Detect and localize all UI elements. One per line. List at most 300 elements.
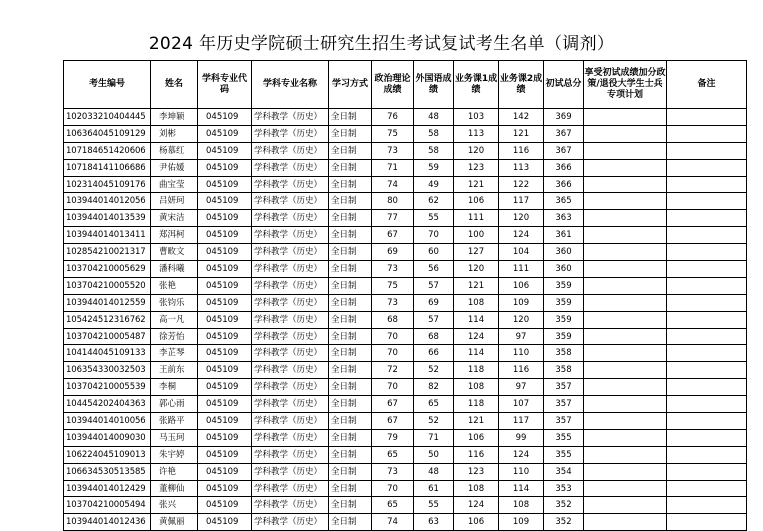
cell-foreign-language: 63: [414, 514, 454, 531]
cell-major-code: 045109: [198, 294, 252, 311]
cell-study-mode: 全日制: [329, 261, 372, 278]
header-politics: 政治理论成绩: [372, 61, 414, 109]
cell-major-code: 045109: [198, 396, 252, 413]
cell-name: 董柳仙: [151, 480, 198, 497]
cell-study-mode: 全日制: [329, 109, 372, 126]
cell-remarks: [667, 480, 747, 497]
cell-name: 许艳: [151, 463, 198, 480]
cell-study-mode: 全日制: [329, 227, 372, 244]
cell-foreign-language: 56: [414, 261, 454, 278]
cell-remarks: [667, 193, 747, 210]
cell-course-2: 110: [499, 463, 544, 480]
cell-exam-id: 107184141106686: [64, 159, 151, 176]
cell-major-name: 学科教学（历史）: [252, 497, 329, 514]
cell-major-code: 045109: [198, 277, 252, 294]
cell-foreign-language: 52: [414, 413, 454, 430]
cell-course-2: 122: [499, 176, 544, 193]
cell-total: 353: [544, 480, 584, 497]
table-row: [64, 142, 747, 159]
cell-course-2: 113: [499, 159, 544, 176]
cell-policy: [584, 429, 667, 446]
table-row: [64, 261, 747, 278]
cell-remarks: [667, 176, 747, 193]
cell-policy: [584, 210, 667, 227]
cell-major-code: 045109: [198, 125, 252, 142]
cell-course-2: 104: [499, 244, 544, 261]
cell-major-code: 045109: [198, 446, 252, 463]
cell-policy: [584, 446, 667, 463]
cell-exam-id: 103944014013411: [64, 227, 151, 244]
cell-study-mode: 全日制: [329, 193, 372, 210]
cell-total: 358: [544, 362, 584, 379]
cell-total: 358: [544, 345, 584, 362]
cell-policy: [584, 142, 667, 159]
cell-remarks: [667, 125, 747, 142]
cell-major-code: 045109: [198, 328, 252, 345]
cell-exam-id: 103944014012056: [64, 193, 151, 210]
cell-politics: 70: [372, 328, 414, 345]
cell-major-code: 045109: [198, 497, 252, 514]
cell-major-name: 学科教学（历史）: [252, 109, 329, 126]
cell-study-mode: 全日制: [329, 446, 372, 463]
cell-name: 马玉珂: [151, 429, 198, 446]
cell-study-mode: 全日制: [329, 396, 372, 413]
cell-foreign-language: 52: [414, 362, 454, 379]
cell-politics: 72: [372, 362, 414, 379]
cell-remarks: [667, 159, 747, 176]
cell-major-code: 045109: [198, 159, 252, 176]
cell-policy: [584, 413, 667, 430]
table-row: [64, 497, 747, 514]
cell-major-name: 学科教学（历史）: [252, 345, 329, 362]
header-study-mode: 学习方式: [329, 61, 372, 109]
cell-foreign-language: 69: [414, 294, 454, 311]
cell-major-code: 045109: [198, 210, 252, 227]
header-remarks: 备注: [667, 61, 747, 109]
cell-politics: 67: [372, 413, 414, 430]
table-row: [64, 159, 747, 176]
cell-course-1: 124: [454, 328, 499, 345]
cell-remarks: [667, 396, 747, 413]
cell-name: 张钧乐: [151, 294, 198, 311]
cell-name: 郑洱柯: [151, 227, 198, 244]
cell-study-mode: 全日制: [329, 463, 372, 480]
cell-name: 黄宋洁: [151, 210, 198, 227]
cell-study-mode: 全日制: [329, 379, 372, 396]
cell-foreign-language: 66: [414, 345, 454, 362]
cell-course-1: 108: [454, 379, 499, 396]
cell-course-1: 118: [454, 396, 499, 413]
cell-name: 刘彬: [151, 125, 198, 142]
cell-politics: 73: [372, 294, 414, 311]
cell-course-1: 121: [454, 413, 499, 430]
table-row: [64, 210, 747, 227]
cell-name: 李桐: [151, 379, 198, 396]
cell-policy: [584, 193, 667, 210]
cell-foreign-language: 59: [414, 159, 454, 176]
cell-politics: 75: [372, 125, 414, 142]
cell-policy: [584, 125, 667, 142]
header-policy: 享受初试成绩加分政策/退役大学生士兵专项计划: [584, 61, 667, 109]
cell-exam-id: 103944014009030: [64, 429, 151, 446]
cell-total: 354: [544, 463, 584, 480]
cell-course-2: 107: [499, 396, 544, 413]
cell-politics: 76: [372, 109, 414, 126]
cell-study-mode: 全日制: [329, 294, 372, 311]
cell-exam-id: 103704210005494: [64, 497, 151, 514]
cell-major-name: 学科教学（历史）: [252, 294, 329, 311]
cell-politics: 69: [372, 244, 414, 261]
cell-foreign-language: 70: [414, 227, 454, 244]
cell-name: 潘科曦: [151, 261, 198, 278]
cell-politics: 74: [372, 514, 414, 531]
cell-total: 367: [544, 142, 584, 159]
cell-foreign-language: 62: [414, 193, 454, 210]
header-foreign-language: 外国语成绩: [414, 61, 454, 109]
header-exam-id: 考生编号: [64, 61, 151, 109]
cell-total: 360: [544, 261, 584, 278]
cell-politics: 65: [372, 446, 414, 463]
cell-total: 352: [544, 497, 584, 514]
cell-major-name: 学科教学（历史）: [252, 396, 329, 413]
cell-major-code: 045109: [198, 109, 252, 126]
cell-major-code: 045109: [198, 514, 252, 531]
cell-course-1: 111: [454, 210, 499, 227]
cell-total: 357: [544, 379, 584, 396]
cell-course-1: 124: [454, 497, 499, 514]
cell-policy: [584, 345, 667, 362]
cell-remarks: [667, 109, 747, 126]
page-title: 2024 年历史学院硕士研究生招生考试复试考生名单（调剂）: [148, 34, 615, 54]
cell-exam-id: 106224045109013: [64, 446, 151, 463]
cell-major-name: 学科教学（历史）: [252, 261, 329, 278]
cell-name: 张兴: [151, 497, 198, 514]
cell-policy: [584, 159, 667, 176]
table-row: [64, 379, 747, 396]
cell-course-2: 106: [499, 277, 544, 294]
cell-remarks: [667, 497, 747, 514]
cell-course-2: 114: [499, 480, 544, 497]
table-row: [64, 328, 747, 345]
cell-exam-id: 103704210005539: [64, 379, 151, 396]
cell-total: 359: [544, 294, 584, 311]
cell-major-code: 045109: [198, 311, 252, 328]
cell-course-2: 99: [499, 429, 544, 446]
cell-exam-id: 103704210005520: [64, 277, 151, 294]
cell-total: 369: [544, 109, 584, 126]
cell-course-1: 116: [454, 446, 499, 463]
cell-name: 朱宇婷: [151, 446, 198, 463]
cell-policy: [584, 480, 667, 497]
cell-major-name: 学科教学（历史）: [252, 244, 329, 261]
cell-total: 365: [544, 193, 584, 210]
cell-major-name: 学科教学（历史）: [252, 514, 329, 531]
cell-name: 李芷琴: [151, 345, 198, 362]
cell-foreign-language: 61: [414, 480, 454, 497]
cell-foreign-language: 82: [414, 379, 454, 396]
cell-major-name: 学科教学（历史）: [252, 142, 329, 159]
cell-major-code: 045109: [198, 142, 252, 159]
cell-remarks: [667, 328, 747, 345]
cell-major-name: 学科教学（历史）: [252, 176, 329, 193]
cell-name: 高一凡: [151, 311, 198, 328]
cell-foreign-language: 48: [414, 109, 454, 126]
cell-total: 363: [544, 210, 584, 227]
cell-total: 359: [544, 311, 584, 328]
cell-foreign-language: 65: [414, 396, 454, 413]
cell-name: 王前东: [151, 362, 198, 379]
cell-exam-id: 104144045109133: [64, 345, 151, 362]
cell-major-name: 学科教学（历史）: [252, 159, 329, 176]
cell-name: 郭心雨: [151, 396, 198, 413]
cell-politics: 70: [372, 379, 414, 396]
cell-policy: [584, 244, 667, 261]
cell-major-name: 学科教学（历史）: [252, 463, 329, 480]
cell-remarks: [667, 261, 747, 278]
cell-politics: 75: [372, 277, 414, 294]
cell-course-1: 127: [454, 244, 499, 261]
cell-exam-id: 103944014012559: [64, 294, 151, 311]
cell-course-2: 97: [499, 379, 544, 396]
table-row: [64, 311, 747, 328]
cell-total: 361: [544, 227, 584, 244]
cell-foreign-language: 55: [414, 210, 454, 227]
cell-study-mode: 全日制: [329, 159, 372, 176]
header-major-name: 学科专业名称: [252, 61, 329, 109]
table-row: [64, 413, 747, 430]
cell-politics: 80: [372, 193, 414, 210]
cell-policy: [584, 379, 667, 396]
cell-exam-id: 105424512316762: [64, 311, 151, 328]
table-row: [64, 176, 747, 193]
cell-remarks: [667, 446, 747, 463]
cell-policy: [584, 396, 667, 413]
header-total: 初试总分: [544, 61, 584, 109]
cell-total: 359: [544, 328, 584, 345]
cell-name: 曹畋文: [151, 244, 198, 261]
cell-course-1: 106: [454, 193, 499, 210]
cell-politics: 77: [372, 210, 414, 227]
cell-remarks: [667, 277, 747, 294]
cell-total: 360: [544, 244, 584, 261]
cell-study-mode: 全日制: [329, 142, 372, 159]
header-major-code: 学科专业代码: [198, 61, 252, 109]
cell-politics: 70: [372, 480, 414, 497]
cell-study-mode: 全日制: [329, 311, 372, 328]
cell-remarks: [667, 142, 747, 159]
cell-major-name: 学科教学（历史）: [252, 328, 329, 345]
cell-politics: 74: [372, 176, 414, 193]
table-row: [64, 193, 747, 210]
cell-course-1: 123: [454, 463, 499, 480]
cell-course-2: 120: [499, 210, 544, 227]
cell-total: 357: [544, 396, 584, 413]
table-row: [64, 345, 747, 362]
cell-major-code: 045109: [198, 261, 252, 278]
cell-course-2: 121: [499, 125, 544, 142]
cell-study-mode: 全日制: [329, 176, 372, 193]
cell-politics: 71: [372, 159, 414, 176]
cell-major-code: 045109: [198, 227, 252, 244]
cell-policy: [584, 227, 667, 244]
cell-exam-id: 103704210005629: [64, 261, 151, 278]
cell-foreign-language: 57: [414, 277, 454, 294]
cell-study-mode: 全日制: [329, 514, 372, 531]
cell-total: 366: [544, 176, 584, 193]
cell-policy: [584, 109, 667, 126]
cell-policy: [584, 497, 667, 514]
cell-course-2: 142: [499, 109, 544, 126]
cell-name: 尹佑媛: [151, 159, 198, 176]
cell-policy: [584, 463, 667, 480]
cell-major-name: 学科教学（历史）: [252, 362, 329, 379]
cell-exam-id: 102033210404445: [64, 109, 151, 126]
cell-major-code: 045109: [198, 362, 252, 379]
cell-total: 355: [544, 429, 584, 446]
cell-policy: [584, 277, 667, 294]
cell-remarks: [667, 311, 747, 328]
cell-exam-id: 103944014010056: [64, 413, 151, 430]
cell-major-name: 学科教学（历史）: [252, 227, 329, 244]
cell-course-2: 108: [499, 497, 544, 514]
cell-course-2: 116: [499, 142, 544, 159]
cell-major-name: 学科教学（历史）: [252, 277, 329, 294]
cell-course-2: 120: [499, 311, 544, 328]
cell-study-mode: 全日制: [329, 413, 372, 430]
cell-policy: [584, 176, 667, 193]
cell-exam-id: 103704210005487: [64, 328, 151, 345]
table-row: [64, 109, 747, 126]
cell-course-1: 123: [454, 159, 499, 176]
table-row: [64, 125, 747, 142]
cell-course-2: 116: [499, 362, 544, 379]
cell-exam-id: 107184651420606: [64, 142, 151, 159]
cell-course-2: 117: [499, 193, 544, 210]
table-row: [64, 277, 747, 294]
cell-major-code: 045109: [198, 176, 252, 193]
cell-course-1: 120: [454, 261, 499, 278]
cell-remarks: [667, 244, 747, 261]
cell-policy: [584, 261, 667, 278]
cell-policy: [584, 514, 667, 531]
cell-foreign-language: 71: [414, 429, 454, 446]
cell-course-2: 124: [499, 446, 544, 463]
cell-remarks: [667, 379, 747, 396]
cell-course-1: 121: [454, 176, 499, 193]
cell-politics: 73: [372, 463, 414, 480]
cell-study-mode: 全日制: [329, 328, 372, 345]
table-row: [64, 227, 747, 244]
cell-remarks: [667, 210, 747, 227]
cell-major-name: 学科教学（历史）: [252, 311, 329, 328]
table-row: [64, 463, 747, 480]
cell-exam-id: 103944014012436: [64, 514, 151, 531]
cell-foreign-language: 58: [414, 142, 454, 159]
cell-study-mode: 全日制: [329, 277, 372, 294]
cell-major-name: 学科教学（历史）: [252, 480, 329, 497]
cell-name: 张路平: [151, 413, 198, 430]
cell-exam-id: 104454202404363: [64, 396, 151, 413]
cell-remarks: [667, 345, 747, 362]
cell-politics: 65: [372, 497, 414, 514]
cell-major-code: 045109: [198, 379, 252, 396]
header-name: 姓名: [151, 61, 198, 109]
cell-course-1: 106: [454, 514, 499, 531]
cell-name: 徐芳怡: [151, 328, 198, 345]
cell-foreign-language: 57: [414, 311, 454, 328]
cell-course-2: 109: [499, 294, 544, 311]
table-body: [64, 109, 747, 531]
cell-course-2: 109: [499, 514, 544, 531]
header-course-1: 业务课1成绩: [454, 61, 499, 109]
cell-course-1: 121: [454, 277, 499, 294]
table-row: [64, 514, 747, 531]
cell-politics: 73: [372, 261, 414, 278]
cell-foreign-language: 48: [414, 463, 454, 480]
cell-major-name: 学科教学（历史）: [252, 429, 329, 446]
candidate-table: [63, 60, 747, 531]
cell-course-2: 97: [499, 328, 544, 345]
cell-politics: 70: [372, 345, 414, 362]
cell-major-code: 045109: [198, 193, 252, 210]
cell-remarks: [667, 463, 747, 480]
cell-exam-id: 106354330032503: [64, 362, 151, 379]
cell-exam-id: 103944014013539: [64, 210, 151, 227]
cell-politics: 79: [372, 429, 414, 446]
cell-name: 杨慕红: [151, 142, 198, 159]
table-header-row: [64, 61, 747, 109]
cell-remarks: [667, 227, 747, 244]
cell-study-mode: 全日制: [329, 125, 372, 142]
cell-foreign-language: 58: [414, 125, 454, 142]
cell-study-mode: 全日制: [329, 429, 372, 446]
cell-exam-id: 102854210021317: [64, 244, 151, 261]
cell-politics: 73: [372, 142, 414, 159]
cell-foreign-language: 50: [414, 446, 454, 463]
cell-course-1: 120: [454, 142, 499, 159]
cell-exam-id: 106634530513585: [64, 463, 151, 480]
cell-exam-id: 103944014012429: [64, 480, 151, 497]
cell-total: 359: [544, 277, 584, 294]
cell-policy: [584, 311, 667, 328]
cell-major-name: 学科教学（历史）: [252, 125, 329, 142]
cell-course-1: 118: [454, 362, 499, 379]
cell-foreign-language: 68: [414, 328, 454, 345]
cell-politics: 67: [372, 227, 414, 244]
cell-foreign-language: 55: [414, 497, 454, 514]
cell-politics: 67: [372, 396, 414, 413]
cell-name: 张艳: [151, 277, 198, 294]
cell-course-1: 108: [454, 480, 499, 497]
cell-course-2: 124: [499, 227, 544, 244]
cell-exam-id: 102314045109176: [64, 176, 151, 193]
cell-course-2: 111: [499, 261, 544, 278]
cell-course-2: 117: [499, 413, 544, 430]
cell-policy: [584, 294, 667, 311]
cell-course-1: 114: [454, 345, 499, 362]
cell-policy: [584, 328, 667, 345]
cell-major-code: 045109: [198, 345, 252, 362]
cell-major-code: 045109: [198, 413, 252, 430]
cell-course-1: 114: [454, 311, 499, 328]
cell-remarks: [667, 514, 747, 531]
cell-total: 366: [544, 159, 584, 176]
cell-study-mode: 全日制: [329, 362, 372, 379]
cell-exam-id: 106364045109129: [64, 125, 151, 142]
table-row: [64, 429, 747, 446]
cell-study-mode: 全日制: [329, 480, 372, 497]
cell-name: 曲宝莹: [151, 176, 198, 193]
